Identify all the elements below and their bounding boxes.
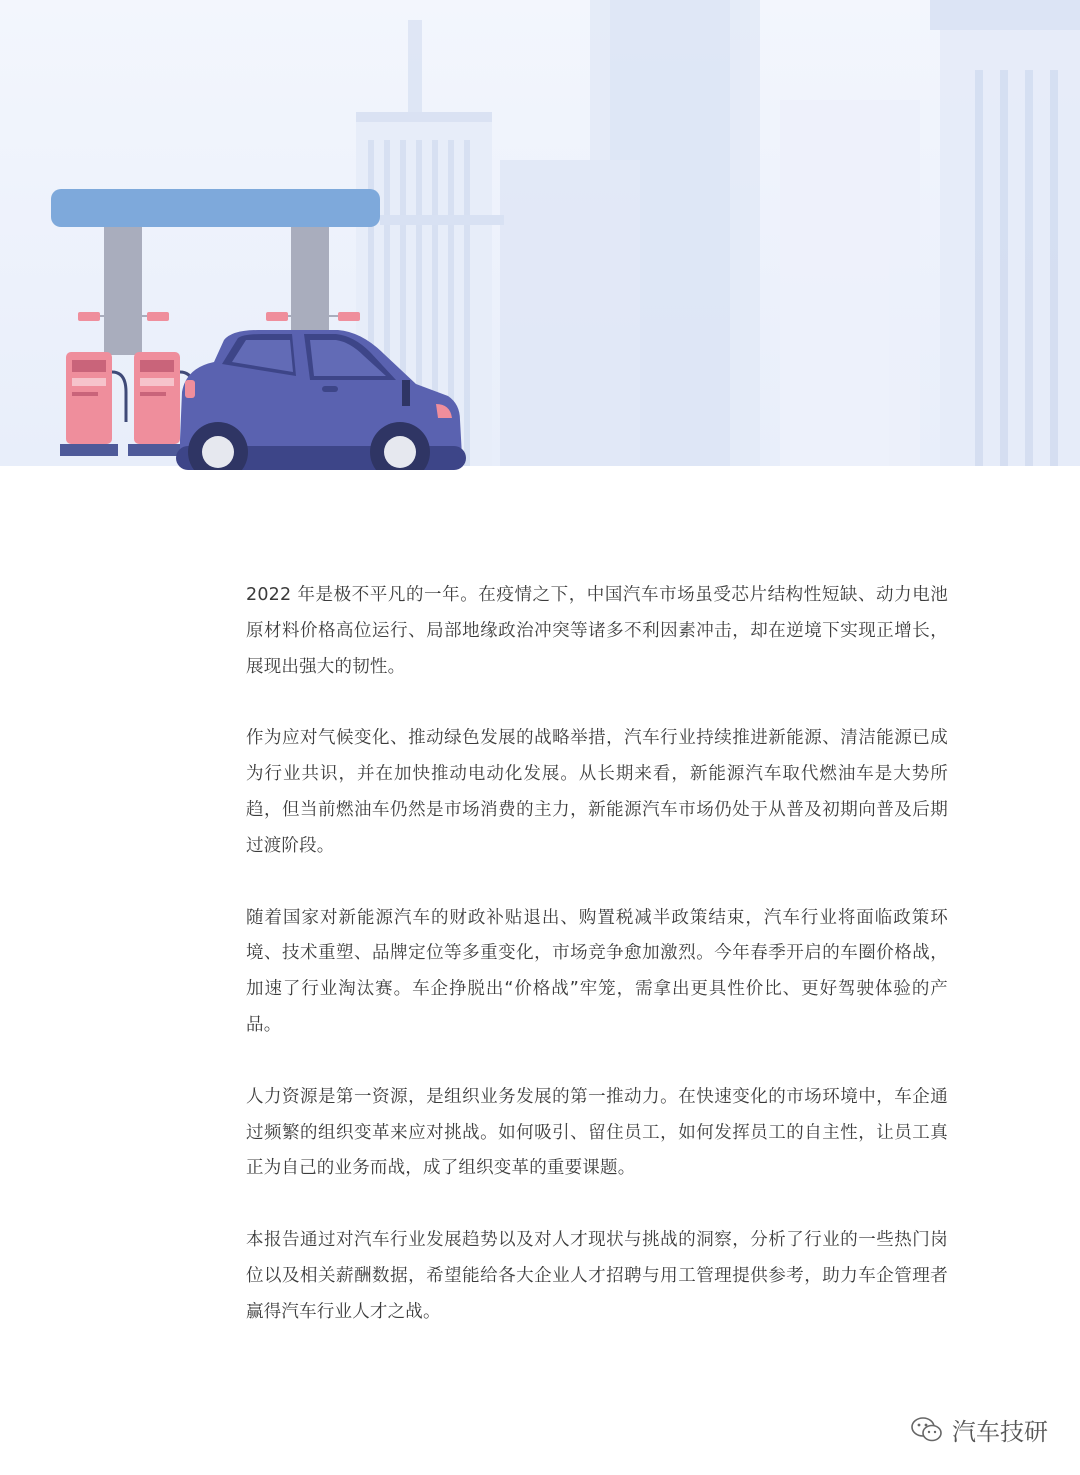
station-pillar-left [104, 227, 142, 355]
station-canopy [51, 189, 380, 227]
watermark-label: 汽车技研 [952, 1418, 1048, 1446]
paragraph-2: 作为应对气候变化、推动绿色发展的战略举措，汽车行业持续推进新能源、清洁能源已成为行业共识，并在加快推动电动化发展。从长期来看，新能源汽车取代燃油车是大势所趋，但当前燃油车仍然是市场消费的主力，新能源汽车市场仍处于从普及初期向普及后期过渡阶段。 [246, 728, 948, 856]
wechat-icon [910, 1413, 944, 1447]
source-watermark [910, 1412, 1048, 1447]
paragraph-1: 2022 年是极不平凡的一年。在疫情之下，中国汽车市场虽受芯片结构性短缺、动力电池原材料价格高位运行、局部地缘政治冲突等诸多不利因素冲击，却在逆境下实现正增长，展现出强大的韧性。 [246, 585, 948, 677]
paragraph-4: 人力资源是第一资源，是组织业务发展的第一推动力。在快速变化的市场环境中，车企通过频繁的组织变革来应对挑战。如何吸引、留住员工，如何发挥员工的自主性，让员工真正为自己的业务而战，成了组织变革的重要课题。 [246, 1086, 948, 1179]
hero-illustration [0, 0, 1080, 470]
report-intro-text [246, 578, 948, 1367]
paragraph-3: 随着国家对新能源汽车的财政补贴退出、购置税减半政策结束，汽车行业将面临政策环境、技术重塑、品牌定位等多重变化，市场竞争愈加激烈。今年春季开启的车圈价格战，加速了行业淘汰赛。车企挣脱出“价格战”牢笼，需拿出更具性价比、更好驾驶体验的产品。 [246, 907, 948, 1035]
paragraph-5: 本报告通过对汽车行业发展趋势以及对人才现状与挑战的洞察，分析了行业的一些热门岗位以及相关薪酬数据，希望能给各大企业人才招聘与用工管理提供参考，助力车企管理者赢得汽车行业人才之战。 [246, 1230, 948, 1322]
